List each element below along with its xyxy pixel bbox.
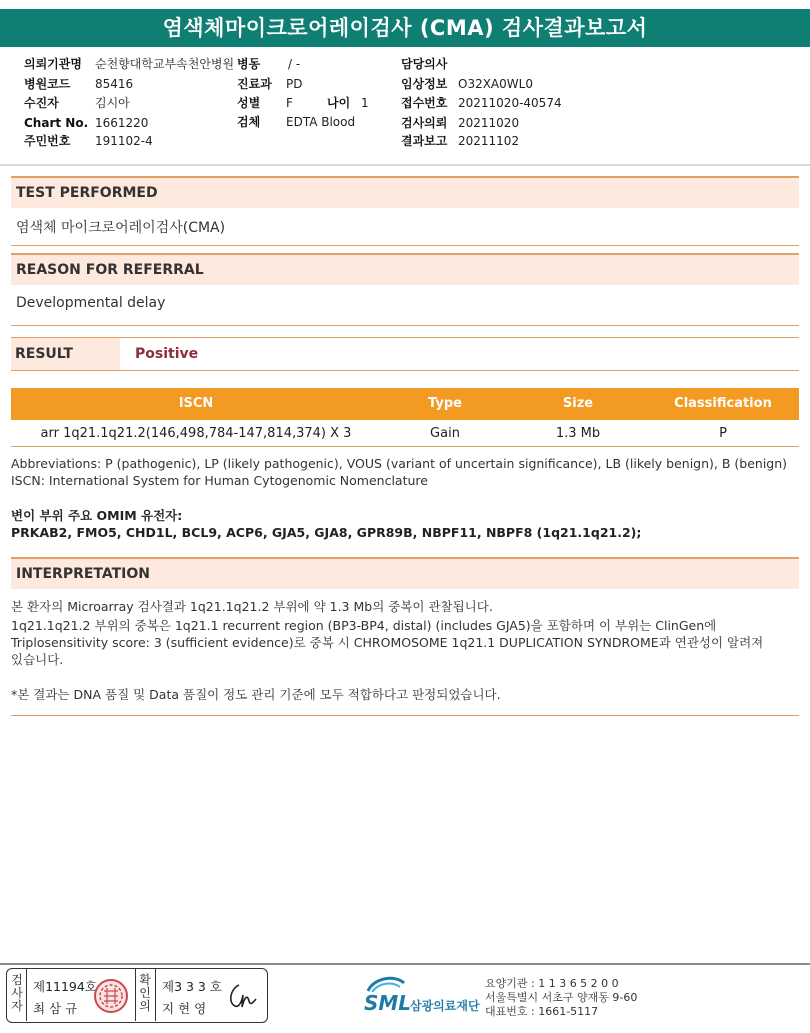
section-divider (11, 245, 799, 246)
patient-label: 수진자 (24, 96, 59, 110)
table-row (11, 421, 799, 447)
receipt-label: 접수번호 (401, 96, 448, 110)
confirmer-vertical-label: 확 인 의 (139, 973, 151, 1013)
resident-no-value: 191102-4 (95, 134, 153, 148)
referral-value: Developmental delay (16, 295, 166, 311)
cell-classification: P (719, 426, 727, 441)
sex-label: 성별 (237, 96, 261, 110)
clinical-info-value: O32XA0WL0 (458, 77, 533, 91)
section-divider (11, 715, 799, 716)
confirmer-license-no: 제3 3 3 호 (162, 979, 222, 994)
omim-heading: 변이 부위 주요 OMIM 유전자: (11, 508, 183, 523)
interpretation-line: 있습니다. (11, 652, 64, 667)
requesting-org-value: 순천향대학교부속천안병원 (95, 57, 235, 71)
confirmer-signature-icon (225, 979, 261, 1013)
cell-type: Gain (430, 426, 460, 441)
result-label: RESULT (11, 338, 120, 370)
test-performed-value: 염색체 마이크로어레이검사(CMA) (16, 220, 226, 236)
examiner-license-no: 제11194호 (33, 979, 97, 994)
age-label: 나이 (327, 96, 351, 110)
confirmer-name: 지 현 영 (162, 1001, 207, 1016)
ward-label: 병동 (237, 57, 261, 71)
cell-size: 1.3 Mb (555, 426, 601, 441)
physician-label: 담당의사 (401, 57, 448, 71)
chart-no-label: Chart No. (24, 116, 89, 130)
org-address: 서울특별시 서초구 양재동 9-60 (485, 991, 638, 1004)
section-divider (11, 325, 799, 326)
cell-iscn: arr 1q21.1q21.2(146,498,784-147,814,374) X 3 (40, 426, 352, 441)
interpretation-heading: INTERPRETATION (11, 557, 799, 589)
receipt-value: 20211020-40574 (458, 96, 562, 110)
request-date-value: 20211020 (458, 116, 520, 130)
sex-value: F (286, 96, 293, 110)
abbreviations-text: Abbreviations: P (pathogenic), LP (likely pathogenic), VOUS (variant of uncertain significance), LB (likely benign), B (benign) (11, 456, 788, 471)
sml-logo-text: SML (364, 991, 412, 1015)
hospital-code-value: 85416 (95, 77, 134, 91)
org-name: 삼광의료재단 (410, 999, 480, 1013)
qc-note: *본 결과는 DNA 품질 및 Data 품질이 정도 관리 기준에 모두 적합하다고 판정되었습니다. (11, 687, 501, 702)
specimen-value: EDTA Blood (286, 115, 356, 129)
interpretation-line: 본 환자의 Microarray 검사결과 1q21.1q21.2 부위에 약 1.3 Mb의 중복이 관찰됩니다. (11, 599, 493, 614)
age-value: 1 (361, 96, 369, 110)
clinical-info-label: 임상정보 (401, 77, 448, 91)
department-value: PD (286, 77, 303, 91)
test-performed-heading: TEST PERFORMED (11, 176, 799, 208)
referral-heading: REASON FOR REFERRAL (11, 253, 799, 285)
result-table-header (11, 388, 799, 420)
hospital-code-label: 병원코드 (24, 77, 71, 91)
ward-value: / - (288, 57, 301, 71)
specimen-label: 검체 (237, 115, 261, 129)
column-header-size: Size (562, 396, 594, 411)
report-date-value: 20211102 (458, 134, 520, 148)
footer-divider (0, 963, 810, 965)
signature-box (6, 968, 268, 1023)
examiner-seal-icon (93, 977, 129, 1015)
column-header-classification: Classification (674, 396, 772, 411)
report-date-label: 결과보고 (401, 134, 448, 148)
chart-no-value: 1661220 (95, 116, 149, 130)
omim-genes: PRKAB2, FMO5, CHD1L, BCL9, ACP6, GJA5, GJA8, GPR89B, NBPF11, NBPF8 (1q21.1q21.2); (11, 525, 642, 540)
request-date-label: 검사의뢰 (401, 116, 448, 130)
iscn-definition: ISCN: International System for Human Cytogenomic Nomenclature (11, 473, 428, 488)
interpretation-line: Triplosensitivity score: 3 (sufficient evidence)로 중복 시 CHROMOSOME 1q21.1 DUPLICATION SYNDROME과 연관성이 알려져 (11, 635, 764, 650)
examiner-name: 최 삼 규 (33, 1001, 78, 1016)
requesting-org-label: 의뢰기관명 (24, 57, 82, 71)
org-phone: 대표번호 : 1661-5117 (485, 1005, 599, 1018)
patient-value: 김시아 (95, 96, 130, 110)
report-title: 염색체마이크로어레이검사 (CMA) 검사결과보고서 (0, 9, 810, 47)
column-header-type: Type (428, 396, 462, 411)
result-value: Positive (135, 346, 199, 362)
department-label: 진료과 (237, 77, 272, 91)
interpretation-line: 1q21.1q21.2 부위의 중복은 1q21.1 recurrent region (BP3-BP4, distal) (includes GJA5)을 포함하며 이 부위는 ClinGen에 (11, 618, 717, 633)
patient-header (0, 50, 810, 166)
resident-no-label: 주민번호 (24, 134, 71, 148)
result-row (11, 337, 799, 371)
column-header-iscn: ISCN (178, 396, 214, 411)
institution-number: 요양기관 : 1 1 3 6 5 2 0 0 (485, 977, 619, 990)
examiner-vertical-label: 검 사 자 (11, 973, 23, 1013)
